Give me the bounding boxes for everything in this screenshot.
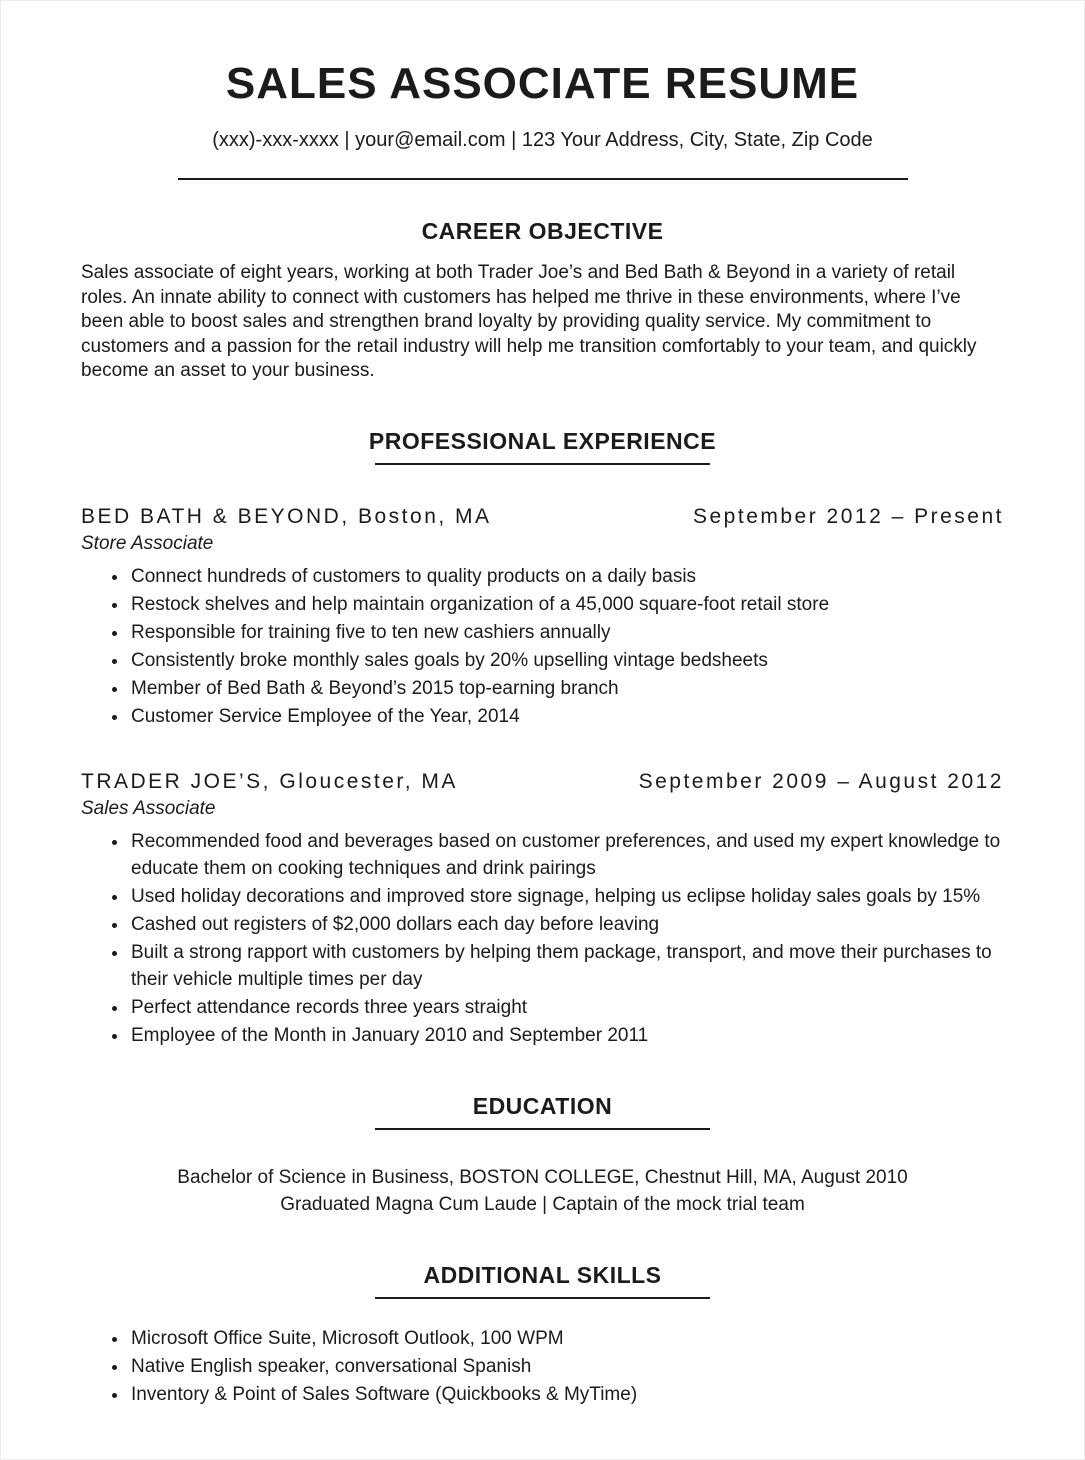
job-company: BED BATH & BEYOND, Boston, MA — [81, 504, 492, 528]
experience-divider — [375, 463, 710, 465]
bullet-item: • Inventory & Point of Sales Software (Quickbooks & MyTime) — [129, 1381, 1004, 1408]
bullet-item: • Employee of the Month in January 2010 and September 2011 — [129, 1022, 1004, 1049]
job-role: Store Associate — [81, 532, 214, 554]
section-heading-additional-skills: ADDITIONAL SKILLS — [423, 1261, 662, 1288]
section-heading-professional-experience: PROFESSIONAL EXPERIENCE — [368, 427, 717, 454]
skills-bullet-list — [81, 1325, 1004, 1408]
bullet-item: • Built a strong rapport with customers by helping them package, transport, and move their purchases to their vehicle multiple times per day — [129, 939, 1004, 993]
resume-title: SALES ASSOCIATE RESUME — [225, 59, 860, 108]
bullet-item: • Native English speaker, conversational Spanish — [129, 1353, 1004, 1380]
bullet-item: • Responsible for training five to ten new cashiers annually — [129, 619, 1004, 646]
education-line-1: Bachelor of Science in Business, BOSTON COLLEGE, Chestnut Hill, MA, August 2010 — [177, 1166, 908, 1188]
career-objective-text: Sales associate of eight years, working at both Trader Joe’s and Bed Bath & Beyond in a variety of retail roles. An innate ability to connect with customers has helped me thrive in these environments, where I’ve been able to boost sales and strengthen brand loyalty by providing quality service. My commitment to customers and a passion for the retail industry will help me transition comfortably to your team, and quickly become an asset to your business. — [81, 262, 977, 381]
job-bed-bath-and-beyond — [81, 505, 1004, 730]
bullet-item: • Recommended food and beverages based on customer preferences, and used my expert knowledge to educate them on cooking techniques and drink pairings — [129, 828, 1004, 882]
bullet-item: • Perfect attendance records three years straight — [129, 994, 1004, 1021]
job-role: Sales Associate — [81, 797, 216, 819]
header-divider — [178, 178, 908, 180]
contact-line: (xxx)-xxx-xxxx | your@email.com | 123 Your Address, City, State, Zip Code — [212, 129, 873, 151]
bullet-item: • Cashed out registers of $2,000 dollars each day before leaving — [129, 911, 1004, 938]
job-trader-joes — [81, 770, 1004, 1049]
job-company: TRADER JOE’S, Gloucester, MA — [81, 769, 458, 793]
skills-divider — [375, 1297, 710, 1299]
job-dates: September 2009 – August 2012 — [638, 769, 1004, 793]
section-heading-education: EDUCATION — [472, 1092, 613, 1119]
education-block — [81, 1164, 1004, 1218]
job-bullet-list — [81, 563, 1004, 730]
education-line-2: Graduated Magna Cum Laude | Captain of the mock trial team — [280, 1193, 805, 1215]
section-heading-career-objective: CAREER OBJECTIVE — [421, 218, 664, 244]
bullet-item: • Connect hundreds of customers to quality products on a daily basis — [129, 563, 1004, 590]
job-header — [81, 770, 1004, 794]
bullet-item: • Used holiday decorations and improved store signage, helping us eclipse holiday sales goals by 15% — [129, 883, 1004, 910]
bullet-item: • Customer Service Employee of the Year, 2014 — [129, 703, 1004, 730]
bullet-item: • Member of Bed Bath & Beyond’s 2015 top-earning branch — [129, 675, 1004, 702]
job-header — [81, 505, 1004, 529]
education-divider — [375, 1128, 710, 1130]
job-dates: September 2012 – Present — [693, 504, 1004, 528]
bullet-item: • Restock shelves and help maintain organization of a 45,000 square-foot retail store — [129, 591, 1004, 618]
bullet-item: • Microsoft Office Suite, Microsoft Outlook, 100 WPM — [129, 1325, 1004, 1352]
bullet-item: • Consistently broke monthly sales goals by 20% upselling vintage bedsheets — [129, 647, 1004, 674]
job-bullet-list — [81, 828, 1004, 1049]
